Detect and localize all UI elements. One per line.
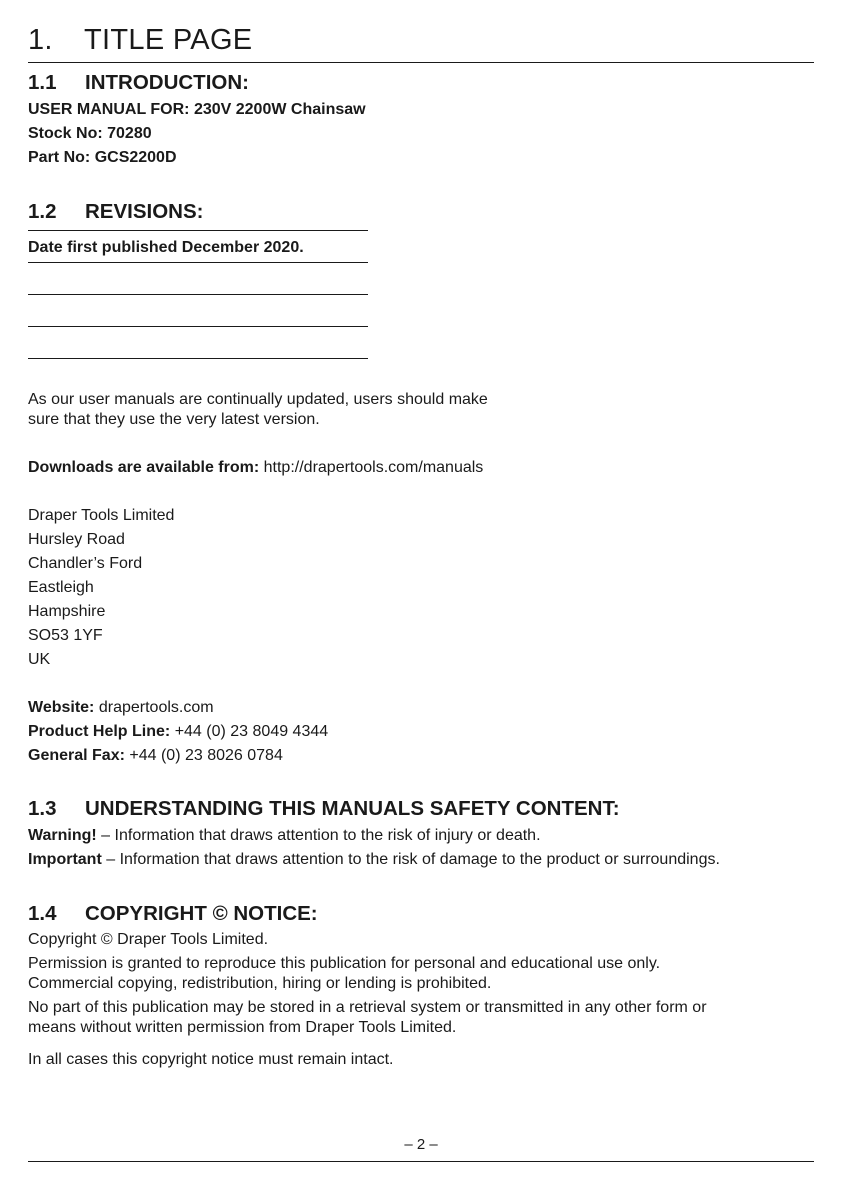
intro-heading [28, 71, 249, 95]
warning-text: – Information that draws attention to the risk of injury or death. [96, 827, 541, 844]
downloads-link[interactable]: http://drapertools.com/manuals [263, 459, 484, 476]
website-label: Website: [28, 699, 95, 716]
page-title [28, 24, 252, 57]
warning-line [28, 827, 541, 845]
fax-value: +44 (0) 23 8026 0784 [129, 747, 283, 764]
intro-heading-text: INTRODUCTION: [85, 71, 249, 94]
footer-divider [28, 1161, 814, 1162]
address-line: Draper Tools Limited [28, 507, 175, 524]
stock-value: 70280 [107, 125, 152, 142]
copyright-line: means without written permission from Draper Tools Limited. [28, 1019, 457, 1036]
manual-for-line [28, 101, 366, 119]
update-note-line-2: sure that they use the very latest version. [28, 411, 320, 428]
revisions-heading [28, 200, 203, 224]
address-line: Hursley Road [28, 531, 125, 548]
helpline-line [28, 723, 328, 741]
safety-heading [28, 797, 620, 821]
copyright-line: In all cases this copyright notice must remain intact. [28, 1051, 394, 1068]
copyright-line: Commercial copying, redistribution, hiring or lending is prohibited. [28, 975, 492, 992]
address-line: UK [28, 651, 51, 668]
important-text: – Information that draws attention to the risk of damage to the product or surroundings. [101, 851, 720, 868]
revisions-heading-text: REVISIONS: [85, 200, 204, 223]
stock-no-line [28, 125, 152, 143]
manual-label: USER MANUAL FOR: [28, 101, 190, 118]
warning-label: Warning! [28, 827, 97, 844]
important-line [28, 851, 720, 869]
address-line: Hampshire [28, 603, 106, 620]
website-link[interactable]: drapertools.com [98, 699, 214, 716]
title-divider [28, 62, 814, 63]
downloads-label: Downloads are available from: [28, 459, 260, 476]
safety-heading-text: UNDERSTANDING THIS MANUALS SAFETY CONTENT: [85, 797, 620, 820]
update-note-line-1: As our user manuals are continually updated, users should make [28, 391, 488, 408]
revision-rule [28, 262, 368, 263]
copyright-number: 1.4 [28, 902, 57, 925]
part-no-line [28, 149, 177, 167]
helpline-label: Product Help Line: [28, 723, 171, 740]
important-label: Important [28, 851, 102, 868]
address-line: Eastleigh [28, 579, 94, 596]
copyright-line: Permission is granted to reproduce this publication for personal and educational use only. [28, 955, 661, 972]
stock-label: Stock No: [28, 125, 103, 142]
helpline-value: +44 (0) 23 8049 4344 [174, 723, 329, 740]
revision-rule [28, 358, 368, 359]
copyright-line: Copyright © Draper Tools Limited. [28, 931, 269, 948]
copyright-heading [28, 902, 318, 926]
title-number: 1. [28, 24, 53, 56]
revision-rule [28, 326, 368, 327]
manual-value: 230V 2200W Chainsaw [193, 101, 366, 118]
revision-rule [28, 230, 368, 231]
part-label: Part No: [28, 149, 91, 166]
fax-label: General Fax: [28, 747, 125, 764]
revision-rule [28, 294, 368, 295]
website-line [28, 699, 214, 717]
fax-line [28, 747, 283, 765]
part-value: GCS2200D [94, 149, 177, 166]
page-number: – 2 – [404, 1136, 438, 1153]
downloads-line [28, 459, 483, 477]
intro-number: 1.1 [28, 71, 57, 94]
revisions-number: 1.2 [28, 200, 57, 223]
address-line: Chandler’s Ford [28, 555, 143, 572]
safety-number: 1.3 [28, 797, 57, 820]
revision-entry: Date first published December 2020. [28, 239, 304, 256]
title-text: TITLE PAGE [84, 24, 253, 56]
copyright-heading-text: COPYRIGHT © NOTICE: [85, 902, 318, 925]
address-line: SO53 1YF [28, 627, 103, 644]
copyright-line: No part of this publication may be stored in a retrieval system or transmitted in any other form or [28, 999, 707, 1016]
